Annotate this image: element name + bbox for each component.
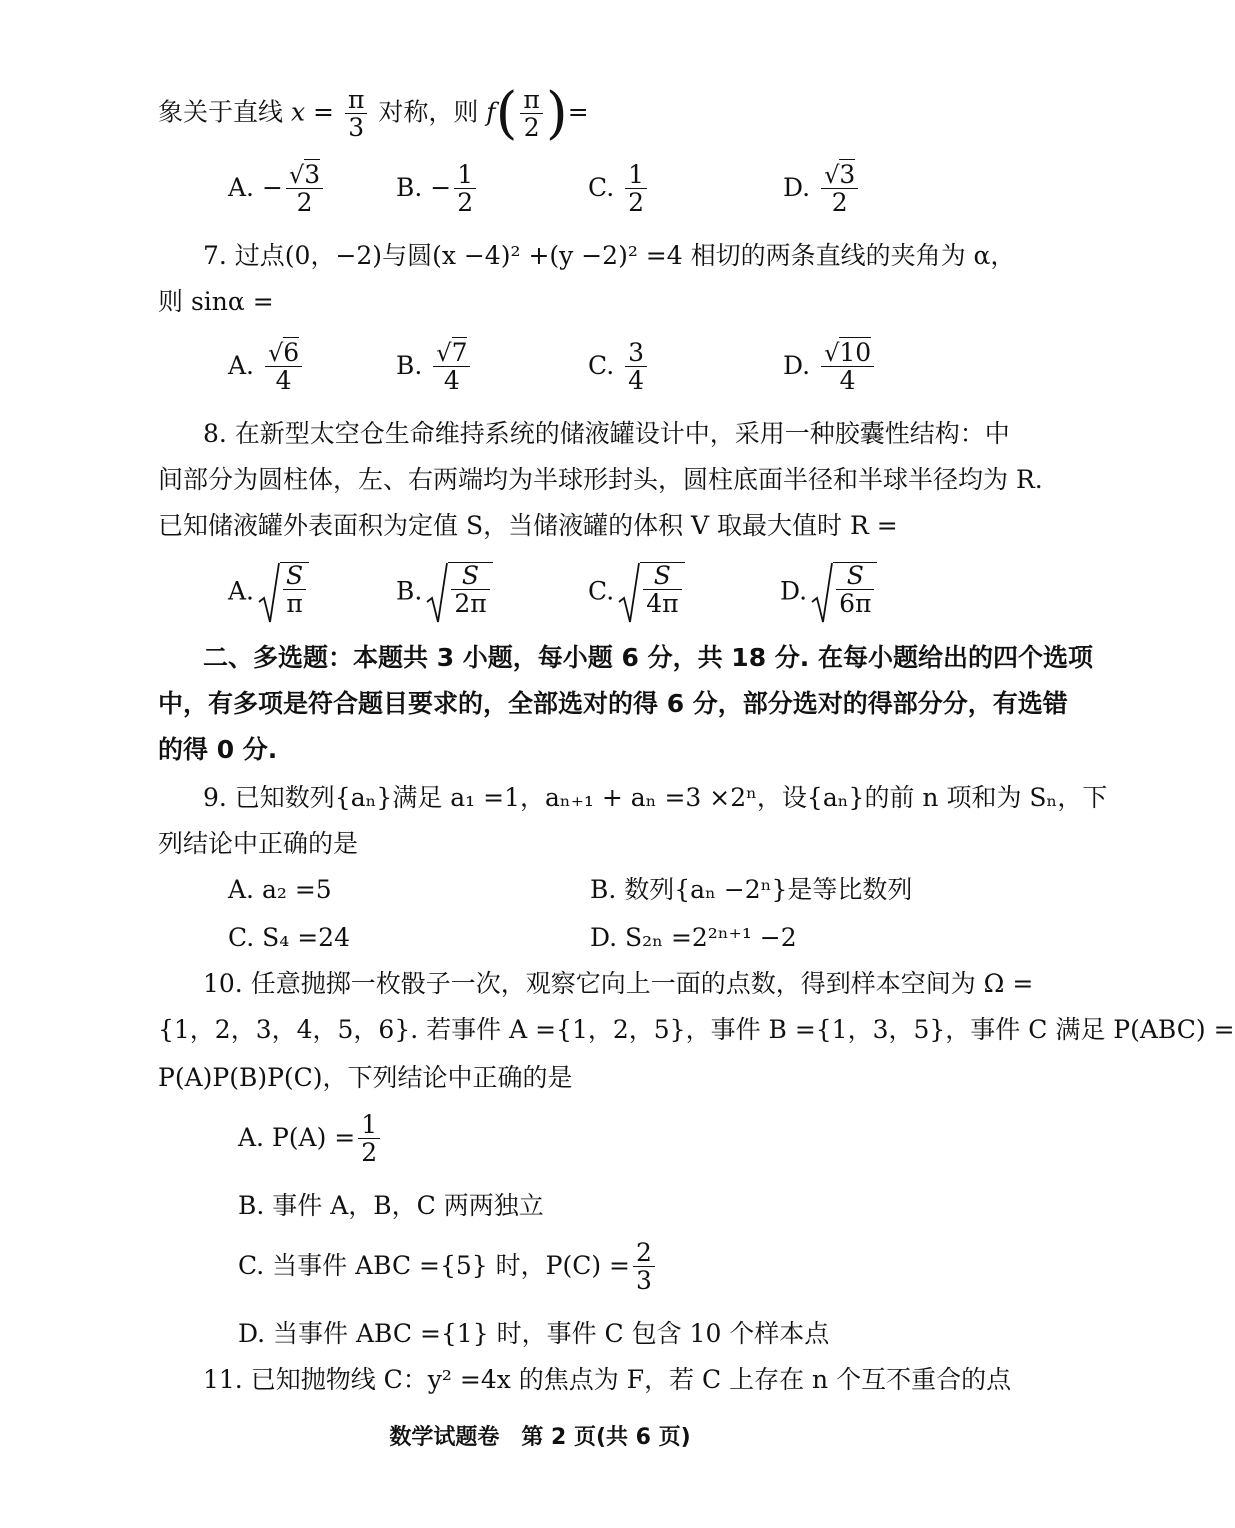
q7-option-b: B. $\frac{√7}{4}$ [396, 340, 473, 395]
q7-option-c: C. $\frac{3}{4}$ [588, 340, 650, 395]
q6-x-var: x [290, 97, 306, 127]
q6-pi-over-3: $\frac{\pi}{3}$ [345, 87, 367, 142]
q6-option-d: D. $\frac{√3}{2}$ [783, 162, 861, 217]
q8-option-d: D. $\frac{S}{6\pi}$ [780, 562, 877, 624]
q6-eq: = [313, 97, 334, 127]
q6-line: 象关于直线 x = $\frac{\pi}{3}$ 对称，则 f( $\frac{\pi}{2}$ )= [158, 81, 589, 146]
q10-option-b: B. 事件 A，B，C 两两独立 [238, 1191, 544, 1220]
q9-option-b: B. 数列{aₙ −2ⁿ}是等比数列 [590, 875, 913, 904]
q10-line2: {1，2，3，4，5，6}. 若事件 A ={1，2，5}，事件 B ={1，3，5}，事件 C 满足 P(ABC) = [158, 1015, 1235, 1044]
q8-line3: 已知储液罐外表面积为定值 S，当储液罐的体积 V 取最大值时 R = [158, 511, 898, 540]
q9-option-c: C. S₄ =24 [228, 923, 350, 952]
q7-line2: 则 sinα = [158, 287, 274, 316]
q6-arg: $\frac{\pi}{2}$ [520, 87, 542, 142]
q6-text2: 对称，则 [378, 97, 479, 127]
q8-line2: 间部分为圆柱体，左、右两端均为半球形封头，圆柱底面半径和半球半径均为 R. [158, 465, 1043, 494]
q9-option-a: A. a₂ =5 [228, 875, 332, 904]
page-footer: 数学试题卷 第 2 页(共 6 页) [389, 1425, 691, 1450]
q7-line1: 7. 过点(0，−2)与圆(x −4)² +(y −2)² =4 相切的两条直线的夹角为 α， [203, 241, 1016, 270]
q6-option-a: A. − $\frac{√3}{2}$ [228, 162, 326, 217]
q8-option-b: B. $\frac{S}{2\pi}$ [396, 562, 493, 624]
q7-option-a: A. $\frac{√6}{4}$ [228, 340, 305, 395]
q8-option-a: A. $\frac{S}{\pi}$ [228, 562, 309, 624]
q9-line2: 列结论中正确的是 [158, 829, 359, 858]
q7-option-d: D. $\frac{√10}{4}$ [783, 340, 877, 395]
q8-line1: 8. 在新型太空仓生命维持系统的储液罐设计中，采用一种胶囊性结构：中 [203, 419, 1010, 448]
section2-line3: 的得 0 分. [158, 735, 278, 764]
q10-line1: 10. 任意抛掷一枚骰子一次，观察它向上一面的点数，得到样本空间为 Ω = [203, 969, 1034, 998]
q10-line3: P(A)P(B)P(C)，下列结论中正确的是 [158, 1063, 573, 1092]
section2-line2: 中，有多项是符合题目要求的，全部选对的得 6 分，部分选对的得部分分，有选错 [158, 689, 1068, 718]
q6-option-b: B. − $\frac{1}{2}$ [396, 162, 479, 217]
q9-option-d: D. S₂ₙ =2²ⁿ⁺¹ −2 [590, 923, 797, 952]
q10-option-d: D. 当事件 ABC ={1} 时，事件 C 包含 10 个样本点 [238, 1319, 830, 1348]
q6-option-c: C. $\frac{1}{2}$ [588, 162, 650, 217]
q6-f: f [486, 97, 496, 127]
q8-option-c: C. $\frac{S}{4\pi}$ [588, 562, 685, 624]
q11-line1: 11. 已知抛物线 C：y² =4x 的焦点为 F，若 C 上存在 n 个互不重合的点 [203, 1365, 1012, 1394]
q9-line1: 9. 已知数列{aₙ}满足 a₁ =1，aₙ₊₁ + aₙ =3 ×2ⁿ，设{aₙ}的前 n 项和为 Sₙ，下 [203, 783, 1108, 812]
q10-option-a: A. P(A) = $\frac{1}{2}$ [238, 1112, 383, 1167]
q10-option-c: C. 当事件 ABC ={5} 时，P(C) = $\frac{2}{3}$ [238, 1240, 658, 1295]
q6-eq2: = [567, 97, 589, 127]
q6-text1: 象关于直线 [158, 97, 284, 127]
section2-line1: 二、多选题：本题共 3 小题，每小题 6 分，共 18 分. 在每小题给出的四个选项 [203, 643, 1094, 672]
